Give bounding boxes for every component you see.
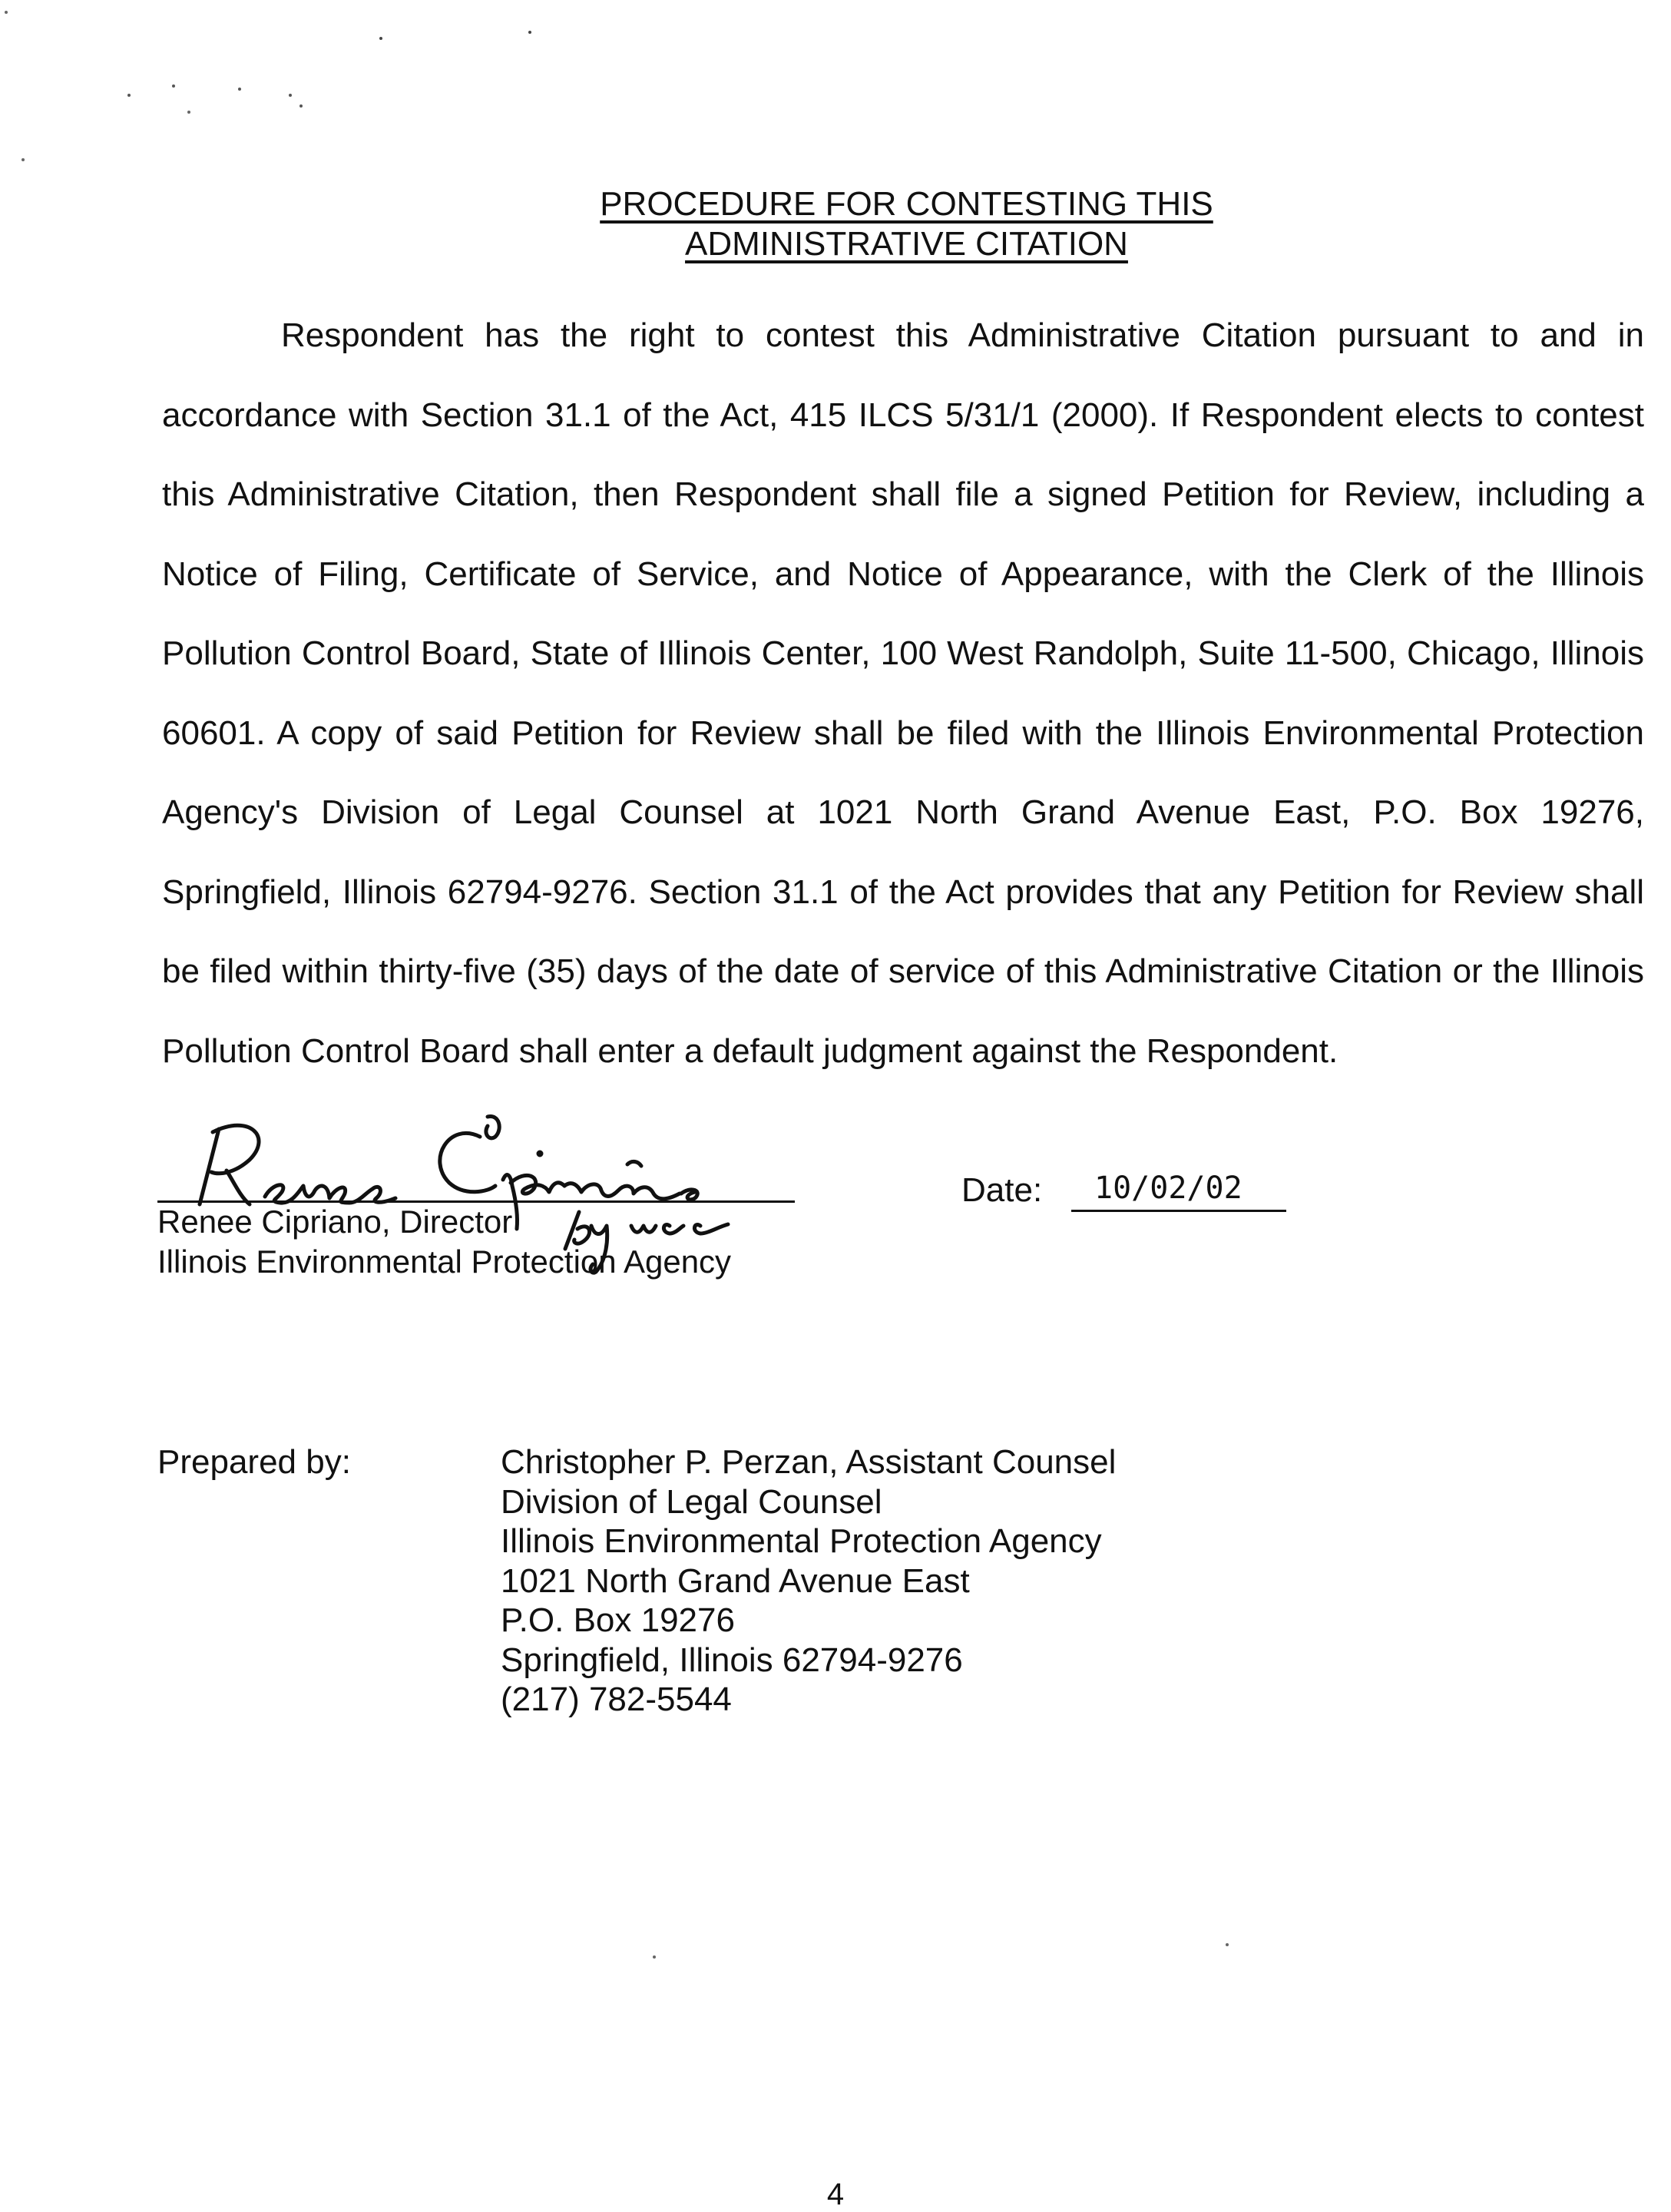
signer-agency: Illinois Environmental Protection Agency	[157, 1243, 732, 1280]
page-number: 4	[826, 2177, 845, 2211]
handwritten-initials	[547, 1198, 762, 1275]
signer-name-title: Renee Cipriano, Director	[157, 1204, 513, 1240]
prepared-by-address	[501, 1442, 1116, 1720]
preparer-phone: (217) 782-5544	[501, 1681, 732, 1718]
preparer-po-box: P.O. Box 19276	[501, 1601, 735, 1639]
preparer-division: Division of Legal Counsel	[501, 1482, 882, 1521]
prepared-by-label: Prepared by:	[157, 1443, 351, 1481]
preparer-agency: Illinois Environmental Protection Agency	[501, 1522, 1102, 1560]
date-label: Date:	[961, 1171, 1043, 1209]
title-line-2: ADMINISTRATIVE CITATION	[685, 225, 1128, 263]
preparer-name: Christopher P. Perzan, Assistant Counsel	[501, 1443, 1117, 1481]
preparer-street: 1021 North Grand Avenue East	[501, 1561, 970, 1600]
title-line-1: PROCEDURE FOR CONTESTING THIS	[600, 185, 1213, 223]
preparer-city: Springfield, Illinois 62794-9276	[501, 1641, 963, 1679]
date-value: 10/02/02	[1071, 1167, 1286, 1212]
body-paragraph: Respondent has the right to contest this Administrative Citation pursuant to and in accordance with Section 31.1 of the Act, 415 ILCS 5/31/1 (2000). If Respondent elects to contest this Administrative Citation, then Respondent shall file a signed Petition for Review, including a Notice of Filing, Certificate of Service, and Notice of Appearance, with the Clerk of the Illinois Pollution Control Board, State of Illinois Center, 100 West Randolph, Suite 11-500, Chicago, Illinois 60601. A copy of said Petition for Review shall be filed with the Illinois Environmental Protection Agency's Division of Legal Counsel at 1021 North Grand Avenue East, P.O. Box 19276, Springfield, Illinois 62794-9276. Section 31.1 of the Act provides that any Petition for Review shall be filed within thirty-five (35) days of the date of service of this Administrative Citation or the Illinois Pollution Control Board shall enter a default judgment against the Respondent.	[162, 316, 1644, 1070]
